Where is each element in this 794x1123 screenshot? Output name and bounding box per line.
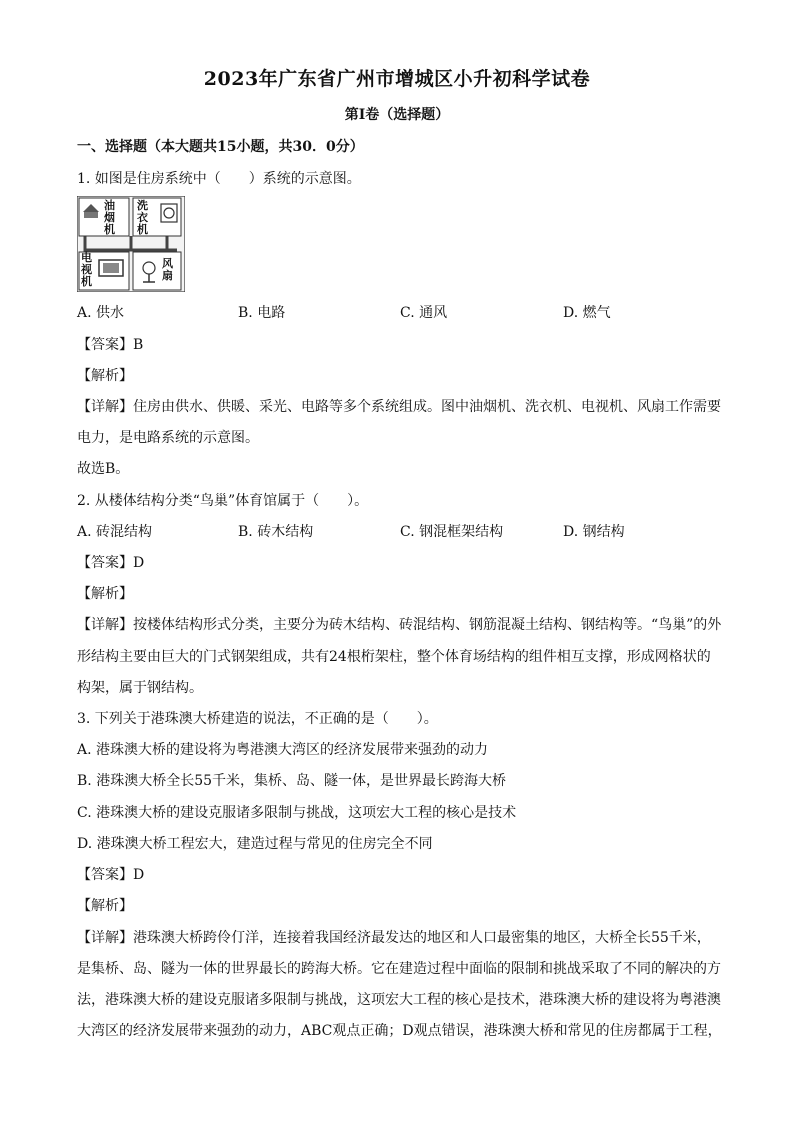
q3-detail-line-4: 大湾区的经济发展带来强劲的动力，ABC观点正确；D观点错误，港珠澳大桥和常见的住房都属于工程， [77, 1023, 722, 1039]
q1-conclusion: 故选B。 [77, 461, 130, 477]
q3-stem: 3. 下列关于港珠澳大桥建造的说法，不正确的是（ ）。 [77, 711, 438, 727]
q1-option-d: D. 燃气 [563, 305, 611, 321]
q3-analysis: 【解析】 [77, 898, 133, 914]
q3-answer: 【答案】D [77, 867, 145, 883]
q3-option-a: A. 港珠澳大桥的建设将为粤港澳大湾区的经济发展带来强劲的动力 [77, 742, 489, 758]
q3-detail-line-1: 【详解】港珠澳大桥跨伶仃洋，连接着我国经济最发达的地区和人口最密集的地区，大桥全长55千米， [77, 930, 711, 946]
q1-stem: 1. 如图是住房系统中（ ）系统的示意图。 [77, 171, 361, 187]
q1-option-b: B. 电路 [238, 305, 286, 321]
q1-option-c: C. 通风 [400, 305, 448, 321]
q1-option-a: A. 供水 [77, 305, 125, 321]
diagram-label-tv: 电视机 [81, 251, 92, 288]
diagram-label-washer: 洗衣机 [137, 199, 148, 236]
diagram-label-fan: 风扇 [162, 257, 173, 282]
q2-stem: 2. 从楼体结构分类“鸟巢”体育馆属于（ ）。 [77, 493, 369, 509]
q2-option-b: B. 砖木结构 [238, 524, 314, 540]
q2-option-d: D. 钢结构 [563, 524, 625, 540]
q3-option-b: B. 港珠澳大桥全长55千米，集桥、岛、隧一体，是世界最长跨海大桥 [77, 773, 507, 789]
q3-detail-line-3: 法，港珠澳大桥的建设克服诸多限制与挑战，这项宏大工程的核心是技术，港珠澳大桥的建设将为粤港澳 [77, 992, 721, 1008]
q2-analysis: 【解析】 [77, 586, 133, 602]
q1-answer: 【答案】B [77, 337, 144, 353]
q1-analysis: 【解析】 [77, 368, 133, 384]
q3-option-c: C. 港珠澳大桥的建设克服诸多限制与挑战，这项宏大工程的核心是技术 [77, 805, 517, 821]
q3-option-d: D. 港珠澳大桥工程宏大，建造过程与常见的住房完全不同 [77, 836, 433, 852]
q1-detail-line-2: 电力，是电路系统的示意图。 [77, 430, 259, 446]
q2-option-c: C. 钢混框架结构 [400, 524, 504, 540]
diagram-label-range-hood: 油烟机 [104, 199, 115, 236]
q2-detail-line-3: 构架，属于钢结构。 [77, 680, 203, 696]
q2-detail-line-2: 形结构主要由巨大的门式钢架组成，共有24根桁架柱，整个体育场结构的组件相互支撑，形成网格状的 [77, 649, 711, 665]
q1-detail-line-1: 【详解】住房由供水、供暖、采光、电路等多个系统组成。图中油烟机、洗衣机、电视机、风扇工作需要 [77, 399, 721, 415]
section-heading: 一、选择题（本大题共15小题，共30．0分） [77, 139, 364, 155]
q2-option-a: A. 砖混结构 [77, 524, 153, 540]
q3-detail-line-2: 是集桥、岛、隧为一体的世界最长的跨海大桥。它在建造过程中面临的限制和挑战采取了不同的解决的方 [77, 961, 721, 977]
q2-detail-line-1: 【详解】按楼体结构形式分类，主要分为砖木结构、砖混结构、钢筋混凝土结构、钢结构等。“鸟巢”的外 [77, 617, 722, 633]
q2-answer: 【答案】D [77, 555, 145, 571]
page-title: 2023年广东省广州市增城区小升初科学试卷 [203, 68, 591, 90]
page-subtitle: 第I卷（选择题） [344, 107, 450, 123]
